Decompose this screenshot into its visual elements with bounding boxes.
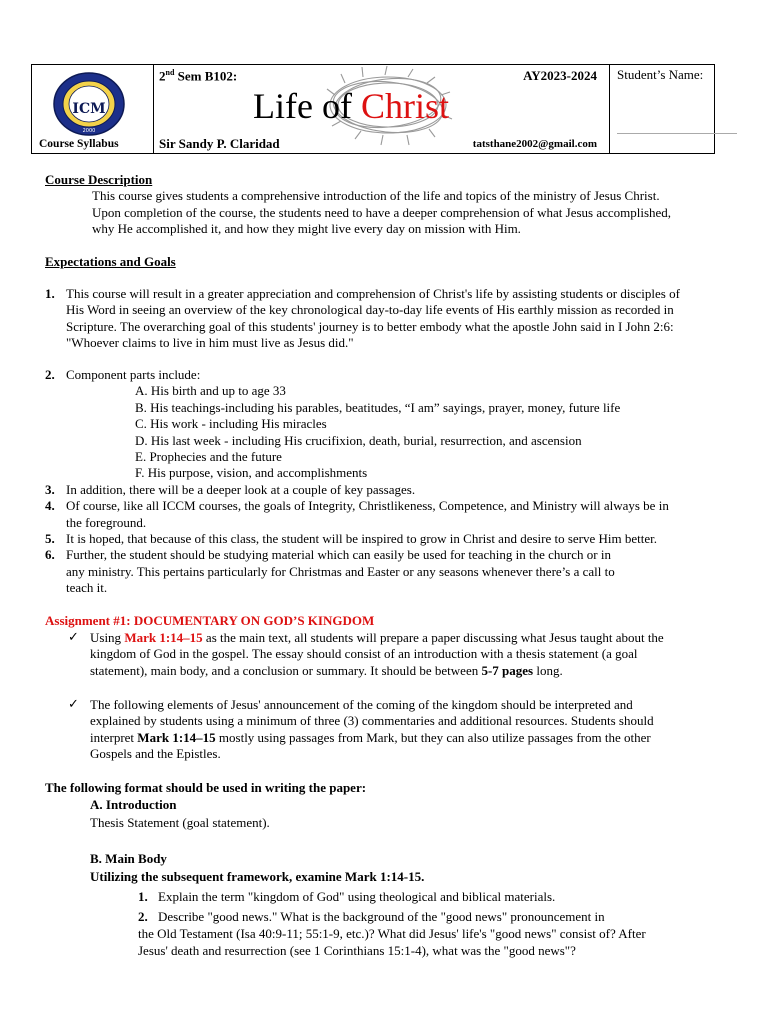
instructor-name: Sir Sandy P. Claridad: [159, 136, 280, 151]
goal-line: In addition, there will be a deeper look at a couple of key passages.: [66, 482, 416, 497]
goal-line: Further, the student should be studying material which can easily be used for teaching in the church or in: [66, 547, 611, 562]
goal-line: "Whoever claims to live in him must live as Jesus did.": [66, 335, 354, 350]
goal-number: 6.: [45, 547, 55, 562]
goal-number: 4.: [45, 498, 55, 513]
question-number: 1.: [138, 889, 148, 904]
question-text: the Old Testament (Isa 40:9-11; 55:1-9, etc.)? What did Jesus' life's "good news" consist of? After: [138, 926, 646, 941]
assignment-text: interpret: [90, 730, 138, 745]
seal-letters: ICM: [72, 101, 106, 117]
course-info-cell: [153, 65, 610, 153]
goal-line: any ministry. This pertains particularly for Christmas and Easter or any seasons whenever there’s a call to: [66, 564, 615, 579]
scripture-reference: Mark 1:14–15: [137, 730, 216, 745]
course-title-part2: Christ: [360, 86, 449, 126]
college-seal-logo: [52, 71, 126, 137]
page-count: 5-7 pages: [481, 663, 534, 678]
main-body-subheading: Utilizing the subsequent framework, examine Mark 1:14-15.: [90, 869, 425, 884]
semester-number: 2: [159, 68, 166, 84]
assignment-line: [90, 630, 664, 647]
assignment-text: mostly using passages from Mark, but they can also utilize passages from the other: [215, 730, 651, 745]
component-item: C. His work - including His miracles: [135, 416, 327, 431]
assignment-line: explained by students using a minimum of three (3) commentaries and additional resources. Students should: [90, 713, 654, 728]
student-name-label: Student’s Name:: [617, 67, 704, 82]
description-line: why He accomplished it, and how they might live every day on mission with Him.: [92, 221, 521, 236]
semester-code: [159, 68, 237, 84]
assignment-text: Using: [90, 630, 125, 645]
assignment-heading: Assignment #1: DOCUMENTARY ON GOD’S KINGDOM: [45, 613, 375, 628]
component-item: D. His last week - including His crucifixion, death, burial, resurrection, and ascension: [135, 433, 582, 448]
component-item: B. His teachings-including his parables, beatitudes, “I am” sayings, prayer, money, future life: [135, 400, 621, 415]
description-heading: Course Description: [45, 172, 153, 187]
description-line: Upon completion of the course, the students need to have a deeper comprehension of what Jesus accomplished,: [92, 205, 672, 220]
question-text: Jesus' death and resurrection (see 1 Corinthians 15:1-4), what was the "good news"?: [138, 943, 576, 958]
course-title: [253, 85, 449, 127]
logo-cell: [32, 65, 154, 153]
goal-number: 2.: [45, 367, 55, 382]
course-title-part1: Life of: [253, 86, 361, 126]
goal-line: the foreground.: [66, 515, 147, 530]
seal-year: 2000: [82, 128, 96, 134]
goals-heading: Expectations and Goals: [45, 254, 176, 269]
syllabus-header: [31, 64, 715, 154]
goal-line: It is hoped, that because of this class, the student will be inspired to grow in Christ and desire to serve Him better.: [66, 531, 658, 546]
check-mark-icon: ✓: [68, 696, 79, 711]
semester-ordinal: nd: [165, 68, 175, 77]
assignment-line: [90, 663, 563, 680]
component-item: F. His purpose, vision, and accomplishments: [135, 465, 368, 480]
assignment-text: as the main text, all students will prepare a paper discussing what Jesus taught about the: [202, 630, 664, 645]
student-name-cell: [609, 65, 714, 153]
goal-number: 3.: [45, 482, 55, 497]
description-line: This course gives students a comprehensive introduction of the life and topics of the ministry of Jesus Christ.: [92, 188, 660, 203]
assignment-text: long.: [533, 663, 563, 678]
student-name-line: [617, 133, 737, 134]
component-item: A. His birth and up to age 33: [135, 383, 286, 398]
academic-year: AY2023-2024: [523, 68, 597, 83]
check-mark-icon: ✓: [68, 629, 79, 644]
question-number: 2.: [138, 909, 148, 924]
introduction-heading: A. Introduction: [90, 797, 177, 812]
scripture-reference: Mark 1:14–15: [124, 630, 203, 645]
goal-line: teach it.: [66, 580, 108, 595]
format-heading: The following format should be used in writing the paper:: [45, 780, 367, 795]
assignment-line: kingdom of God in the gospel. The essay should consist of an introduction with a thesis statement (a goal: [90, 646, 638, 661]
goal-number: 5.: [45, 531, 55, 546]
course-syllabus-label: Course Syllabus: [39, 138, 119, 150]
introduction-text: Thesis Statement (goal statement).: [90, 815, 270, 830]
assignment-text: statement), main body, and a conclusion or summary. It should be between: [90, 663, 482, 678]
assignment-line: [90, 730, 651, 747]
assignment-line: Gospels and the Epistles.: [90, 746, 221, 761]
goal-line: Component parts include:: [66, 367, 201, 382]
goal-line: This course will result in a greater appreciation and comprehension of Christ's life by assisting students or disciples of: [66, 286, 680, 301]
semester-rest: Sem B102:: [174, 68, 238, 84]
question-text: Explain the term "kingdom of God" using theological and biblical materials.: [158, 889, 556, 904]
main-body-heading: B. Main Body: [90, 851, 167, 866]
question-text: Describe "good news." What is the background of the "good news" pronouncement in: [158, 909, 605, 924]
goal-line: His Word in seeing an overview of the key chronological day-to-day life events of His earthly mission as recorded in: [66, 302, 674, 317]
component-item: E. Prophecies and the future: [135, 449, 282, 464]
goal-line: Of course, like all ICCM courses, the goals of Integrity, Christlikeness, Competence, and Ministry will always be in: [66, 498, 669, 513]
goal-number: 1.: [45, 286, 55, 301]
instructor-email: tatsthane2002@gmail.com: [472, 138, 597, 150]
assignment-line: The following elements of Jesus' announcement of the coming of the kingdom should be interpreted and: [90, 697, 633, 712]
goal-line: Scripture. The overarching goal of this students' journey is to better embody what the apostle John said in I John 2:6:: [66, 319, 674, 334]
